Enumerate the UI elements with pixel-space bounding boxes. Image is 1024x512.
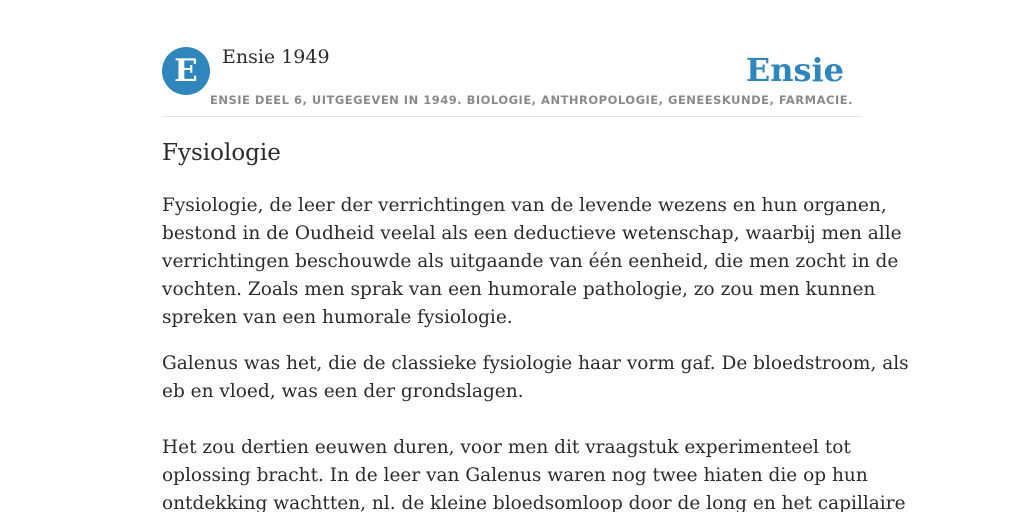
brand-link[interactable]: Ensie: [745, 51, 844, 89]
article-title: Fysiologie: [162, 140, 281, 166]
text-line: bestond in de Oudheid veelal als een deductieve wetenschap, waarbij men alle: [162, 223, 902, 244]
book-subtitle: ENSIE DEEL 6, UITGEGEVEN IN 1949. BIOLOGIE, ANTHROPOLOGIE, GENEESKUNDE, FARMACIE.: [210, 93, 853, 107]
ensie-logo-icon[interactable]: E: [162, 47, 210, 95]
text-line: vochten. Zoals men sprak van een humorale pathologie, zo zou men kunnen: [162, 279, 876, 300]
text-line: Fysiologie, de leer der verrichtingen van de levende wezens en hun organen,: [162, 195, 887, 216]
text-line: Het zou dertien eeuwen duren, voor men dit vraagstuk experimenteel tot: [162, 437, 851, 458]
text-line: eb en vloed, was een der grondslagen.: [162, 381, 524, 402]
text-line: ontdekking wachtten, nl. de kleine bloedsomloop door de long en het capillaire: [162, 493, 906, 512]
text-line: verrichtingen beschouwde als uitgaande van één eenheid, die men zocht in de: [162, 251, 899, 272]
paragraph-3: [162, 434, 906, 512]
text-line: spreken van een humorale fysiologie.: [162, 307, 513, 328]
book-title[interactable]: Ensie 1949: [222, 46, 330, 68]
site-header: [162, 46, 862, 117]
article-body: [162, 192, 909, 512]
paragraph-1: [162, 192, 902, 332]
text-line: oplossing bracht. In de leer van Galenus waren nog twee hiaten die op hun: [162, 465, 868, 486]
paragraph-2: [162, 350, 909, 406]
text-line: Galenus was het, die de classieke fysiologie haar vorm gaf. De bloedstroom, als: [162, 353, 909, 374]
